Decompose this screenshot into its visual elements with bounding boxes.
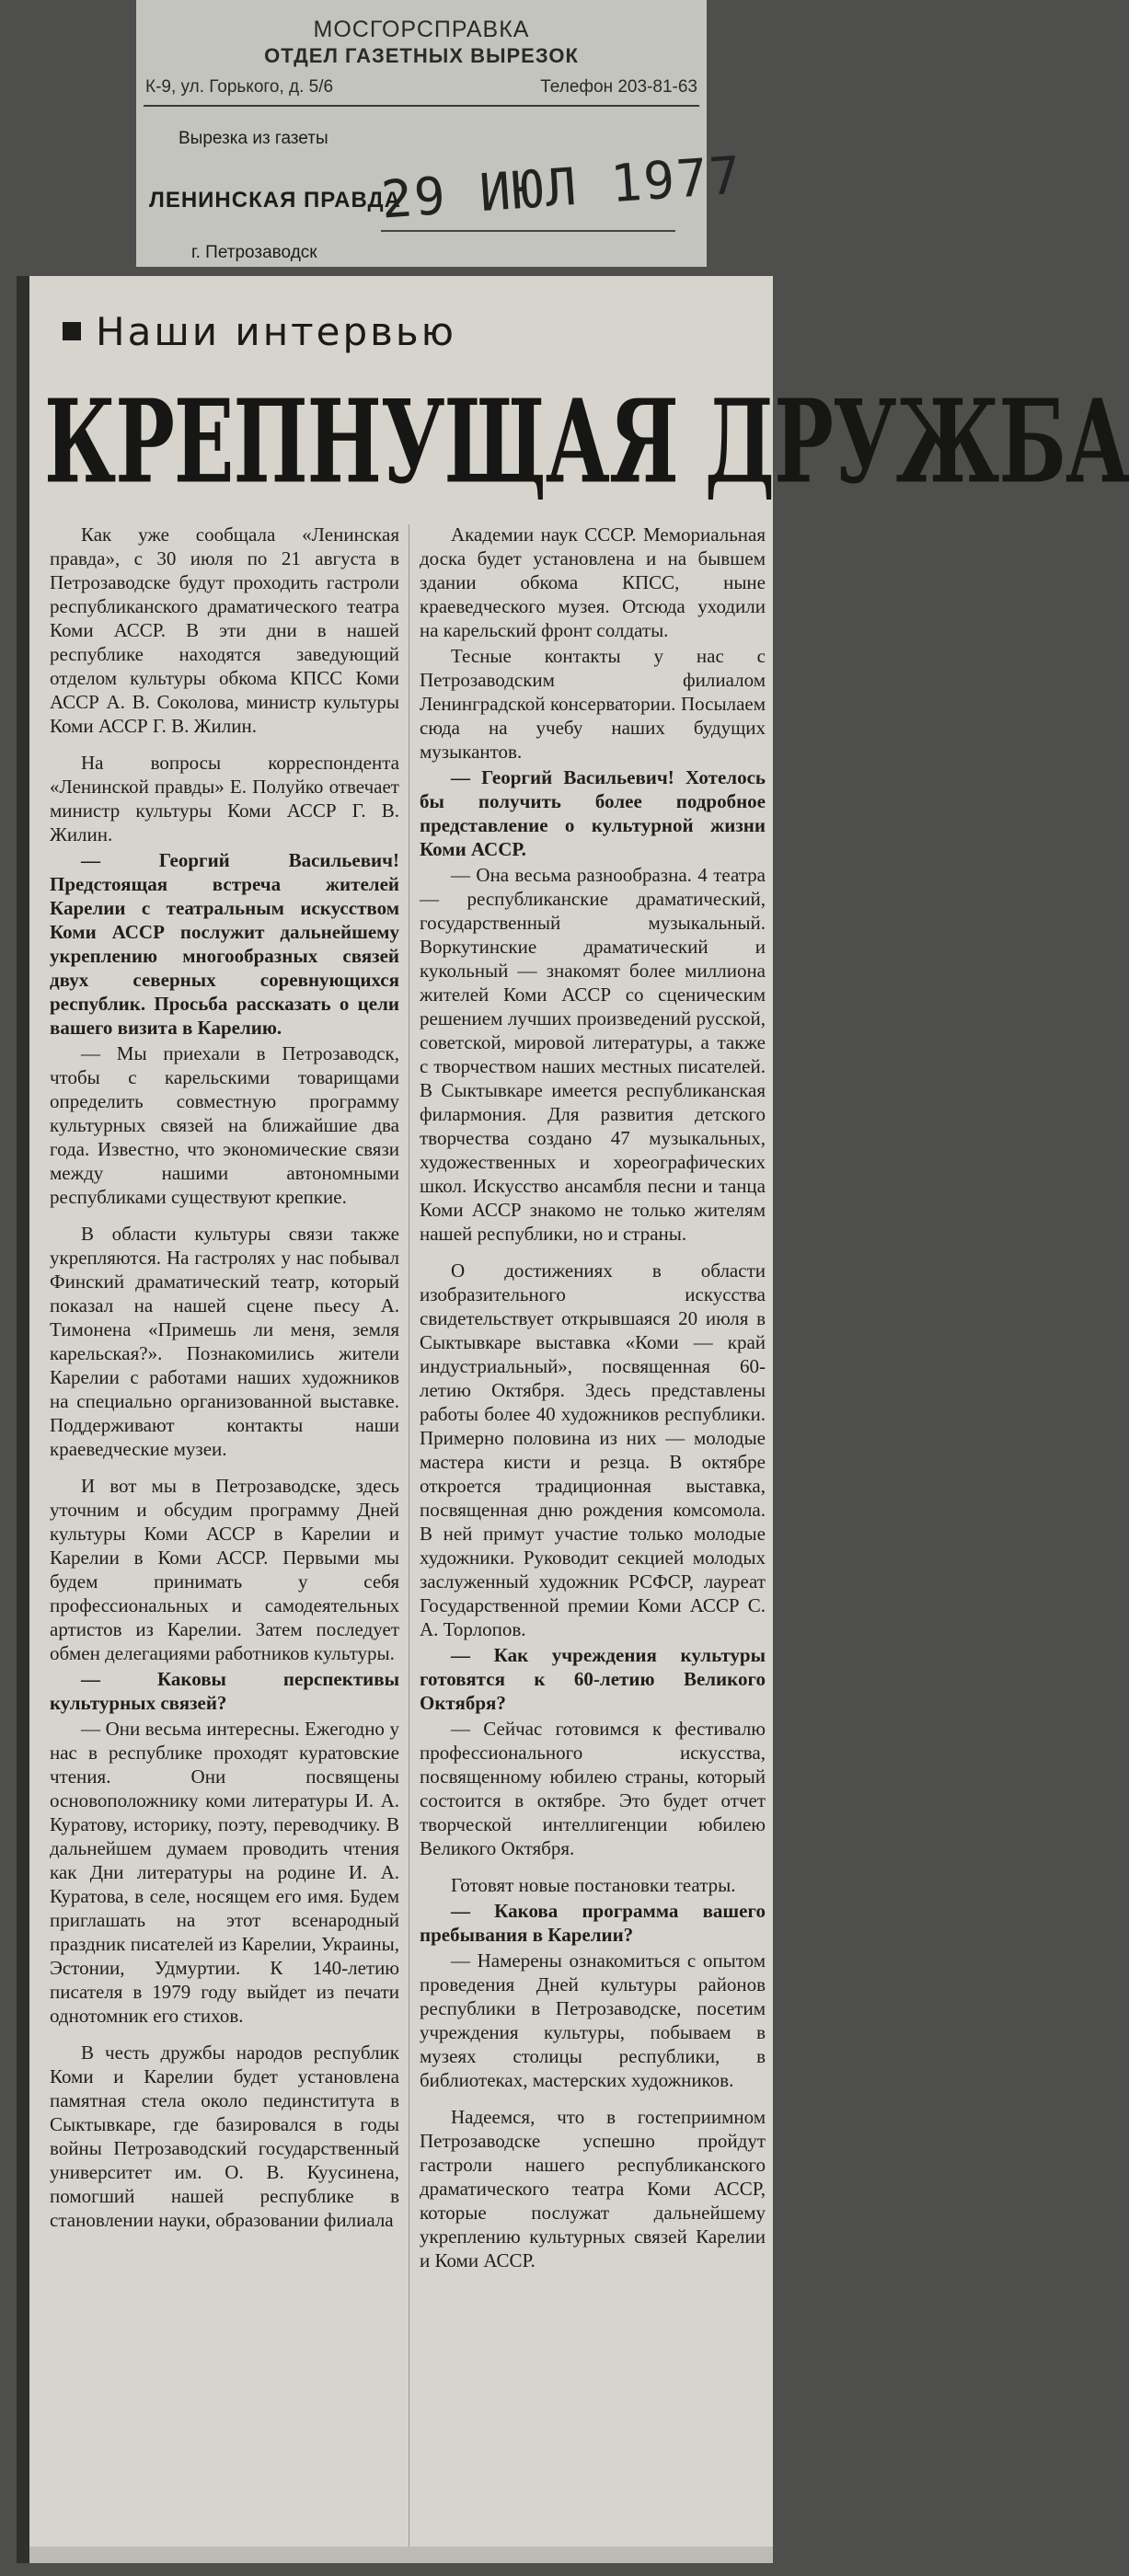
- clip-from-label: Вырезка из газеты: [179, 129, 328, 148]
- clip-bottom-edge: [29, 2547, 773, 2563]
- paragraph: На вопросы корреспондента «Ленинской правды» Е. Полуйко отвечает министр культуры Коми АССР Г. В. Жилин.: [50, 752, 399, 845]
- paragraph: — Намерены ознакомиться с опытом проведения Дней культуры районов республики в Петрозаводске, посетим учреждения культуры, побываем в музеях столицы республики, в библиотеках, мастерских художников.: [420, 1949, 766, 2091]
- newspaper-clipping: [17, 276, 1129, 2563]
- paragraph: Готовят новые постановки театры.: [451, 1874, 736, 1896]
- newspaper-name: ЛЕНИНСКАЯ ПРАВДА: [149, 188, 401, 213]
- question-paragraph: — Какова программа вашего пребывания в Карелии?: [420, 1900, 766, 1946]
- paragraph: В области культуры связи также укрепляются. На гастролях у нас побывал Финский драматический театр, который показал на нашей сцене пьесу А. Тимонена «Примешь ли меня, земля карельская?». Познакомились жители Карелии с работами наших художников на специально организованной выставке. Поддерживают контакты наши краеведческие музеи.: [50, 1223, 399, 1460]
- paragraph: О достижениях в области изобразительного искусства свидетельствует открывшаяся 20 июля в Сыктывкаре выставка «Коми — край индустриальный», посвященная 60-летию Октября. Здесь представлены работы более 40 художников республики. Примерно половина из них — молодые мастера кисти и резца. В октябре откроется традиционная выставка, посвященная дню рождения комсомола. В ней примут участие только молодые художники. Руководит секцией молодых заслуженный художник РСФСР, лауреат Государственной премии Коми АССР С. А. Торлопов.: [420, 1259, 766, 1640]
- question-paragraph: — Как учреждения культуры готовятся к 60-летию Великого Октября?: [420, 1644, 766, 1714]
- paragraph: — Они весьма интересны. Ежегодно у нас в республике проходят куратовские чтения. Они посвящены основоположнику коми литературы И. А. Куратову, историку, поэту, переводчику. В дальнейшем думаем проводить чтения как Дни литературы на родине И. А. Куратова, в селе, носящем его имя. Будем приглашать на этот всенародный праздник писателей из Карелии, Украины, Эстонии, Удмуртии. К 140-летию писателя в 1979 году выйдет из печати однотомник его стихов.: [50, 1718, 399, 2027]
- bureau-phone: Телефон 203-81-63: [540, 77, 697, 97]
- question-paragraph: — Каковы перспективы культурных связей?: [50, 1668, 399, 1714]
- article-column-left: [50, 523, 399, 2234]
- date-underline: [381, 230, 675, 232]
- article-column-right: [420, 523, 766, 2274]
- clipping-bureau-header: [136, 0, 744, 267]
- article-title: КРЕПНУЩАЯ ДРУЖБА: [44, 374, 1129, 511]
- rubric-heading: [63, 309, 456, 354]
- department-name: ОТДЕЛ ГАЗЕТНЫХ ВЫРЕЗОК: [264, 44, 579, 67]
- paragraph: Тесные контакты у нас с Петрозаводским филиалом Ленинградской консерватории. Посылаем сюда на учебу наших будущих музыкантов.: [420, 645, 766, 763]
- paragraph: В честь дружбы народов республик Коми и Карелии будет установлена памятная стела около пединститута в Сыктывкаре, где базировался в годы войны Петрозаводский государственный университет им. О. В. Куусинена, помогший нашей республике в становлении науки, образовании филиала: [50, 2041, 399, 2231]
- paragraph: — Сейчас готовимся к фестивалю профессионального искусства, посвященному юбилею страны, который состоится в октябре. Это будет отчет творческой интеллигенции юбилею Великого Октября.: [420, 1718, 766, 1859]
- paragraph: — Она весьма разнообразна. 4 театра — республиканские драматический, государственный музыкальный. Воркутинские драматический и кукольный — знакомят более миллиона жителей Коми АССР со сценическим решением лучших произведений русской, советской, мировой литературы, а также с творчеством наших местных писателей. В Сыктывкаре имеется республиканская филармония. Для развития детского творчества создано 47 музыкальных, художественных и хореографических школ. Искусство ансамбля песни и танца Коми АССР знакомо не только жителям нашей республики, но и страны.: [420, 864, 766, 1245]
- question-paragraph: — Георгий Васильевич! Хотелось бы получить более подробное представление о культурной жизни Коми АССР.: [420, 766, 766, 860]
- header-divider: [144, 105, 699, 107]
- paragraph: Надеемся, что в гостеприимном Петрозаводске успешно пройдут гастроли нашего республиканского драматического театра Коми АССР, которые послужат дальнейшему укреплению культурных связей Карелии и Коми АССР.: [420, 2106, 766, 2271]
- rubric-text: Наши интервью: [96, 309, 456, 354]
- paragraph: Как уже сообщала «Ленинская правда», с 30 июля по 21 августа в Петрозаводске будут проходить гастроли республиканского драматического театра Коми АССР. В эти дни в нашей республике находятся заведующий отделом культуры обкома КПСС Коми АССР А. В. Соколова, министр культуры Коми АССР Г. В. Жилин.: [50, 523, 399, 737]
- square-bullet-icon: [63, 322, 81, 340]
- paragraph: И вот мы в Петрозаводске, здесь уточним и обсудим программу Дней культуры Коми АССР в Карелии и Карелии в Коми АССР. Первыми мы будем принимать у себя профессиональных и самодеятельных артистов из Карелии. Затем последует обмен делегациями работников культуры.: [50, 1475, 399, 1664]
- paragraph: — Мы приехали в Петрозаводск, чтобы с карельскими товарищами определить совместную программу культурных связей на ближайшие два года. Известно, что экономические связи между нашими автономными республиками существуют крепкие.: [50, 1042, 399, 1208]
- contact-row: [145, 77, 697, 101]
- city-label: г. Петрозаводск: [191, 243, 317, 262]
- paragraph: Академии наук СССР. Мемориальная доска будет установлена и на бывшем здании обкома КПСС, ныне краеведческого музея. Отсюда уходили на карельский фронт солдаты.: [420, 523, 766, 641]
- bureau-address: К-9, ул. Горького, д. 5/6: [145, 77, 334, 97]
- question-paragraph: — Георгий Васильевич! Предстоящая встреча жителей Карелии с театральным искусством Коми АССР послужит дальнейшему укреплению многообразных связей двух северных соревнующихся республик. Просьба рассказать о цели вашего визита в Карелию.: [50, 849, 399, 1039]
- date-stamp: 29 ИЮЛ 1977: [379, 145, 744, 231]
- bureau-name: МОСГОРСПРАВКА: [313, 17, 530, 42]
